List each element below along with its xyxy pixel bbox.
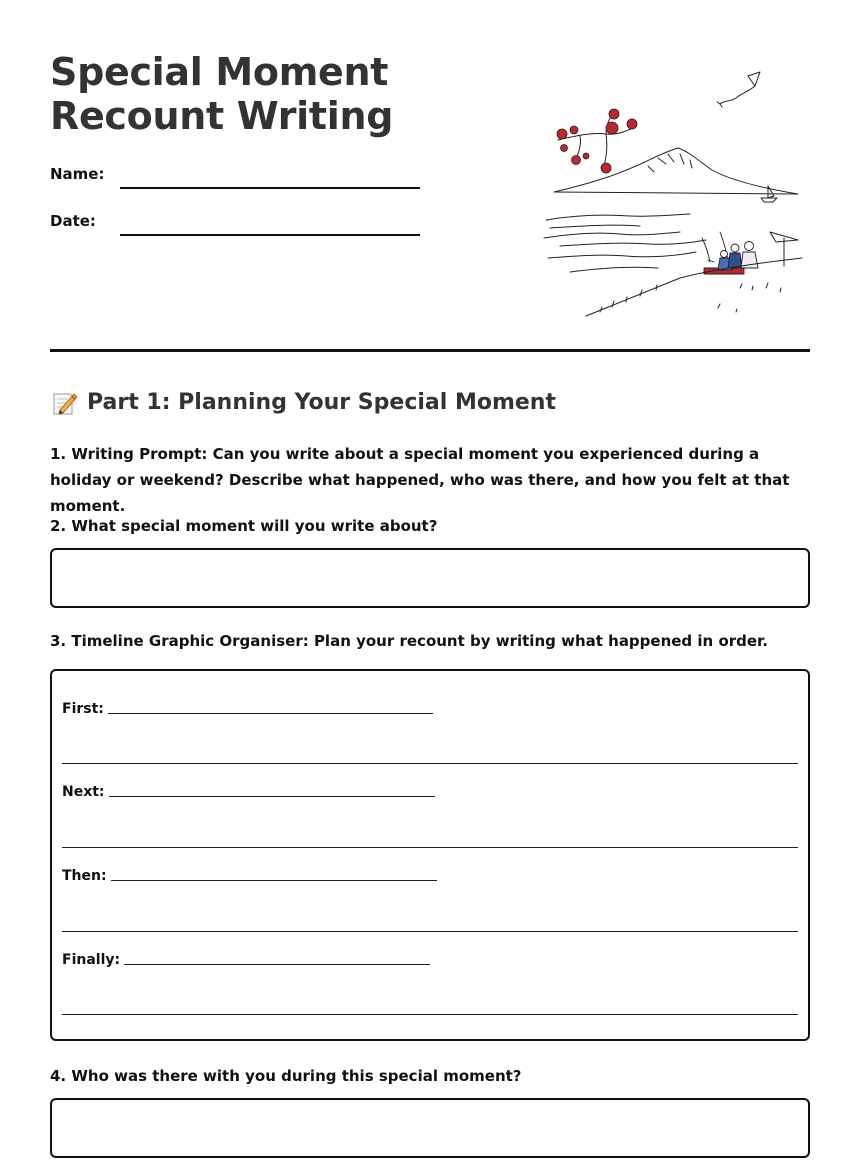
timeline-next-row — [62, 784, 435, 800]
part1-heading-text: Part 1: Planning Your Special Moment — [87, 389, 556, 415]
worksheet-title — [50, 50, 393, 138]
name-field[interactable] — [120, 187, 420, 189]
kite-icon — [717, 72, 760, 107]
who-was-there-answer-box[interactable] — [50, 1098, 810, 1158]
timeline-then-line[interactable] — [111, 880, 437, 881]
timeline-then-row — [62, 868, 437, 884]
cherry-blossom-branch-icon — [557, 109, 637, 173]
title-line-1: Special Moment — [50, 50, 389, 94]
title-line-2: Recount Writing — [50, 94, 394, 138]
question-4: 4. Who was there with you during this special moment? — [50, 1067, 522, 1085]
mountain-icon — [554, 148, 798, 194]
writing-prompt: 1. Writing Prompt: Can you write about a special moment you experienced during a holiday or weekend? Describe what happened, who was there, and how you felt at that moment. — [50, 445, 790, 515]
timeline-next-extra-line[interactable] — [62, 847, 798, 848]
name-label: Name: — [50, 165, 105, 183]
timeline-first-extra-line[interactable] — [62, 763, 798, 764]
timeline-finally-extra-line[interactable] — [62, 1014, 798, 1015]
timeline-organiser — [50, 669, 810, 1041]
timeline-next-line[interactable] — [109, 796, 435, 797]
timeline-next-label: Next: — [62, 784, 105, 800]
timeline-first-label: First: — [62, 701, 104, 717]
part1-heading — [50, 388, 556, 416]
timeline-first-line[interactable] — [108, 713, 433, 714]
special-moment-answer-box[interactable] — [50, 548, 810, 608]
date-field[interactable] — [120, 234, 420, 236]
timeline-then-label: Then: — [62, 868, 107, 884]
question-2: 2. What special moment will you write about? — [50, 517, 438, 535]
timeline-finally-row — [62, 952, 430, 968]
timeline-first-row — [62, 701, 433, 717]
memo-pencil-icon — [50, 388, 78, 416]
shore-grass — [586, 258, 802, 316]
question-3: 3. Timeline Graphic Organiser: Plan your recount by writing what happened in order. — [50, 632, 769, 650]
timeline-finally-label: Finally: — [62, 952, 121, 968]
water-lines — [544, 214, 706, 272]
beach-picnic-illustration — [540, 62, 810, 324]
header-divider — [50, 349, 810, 352]
date-label: Date: — [50, 212, 96, 230]
timeline-then-extra-line[interactable] — [62, 931, 798, 932]
timeline-finally-line[interactable] — [124, 964, 430, 965]
